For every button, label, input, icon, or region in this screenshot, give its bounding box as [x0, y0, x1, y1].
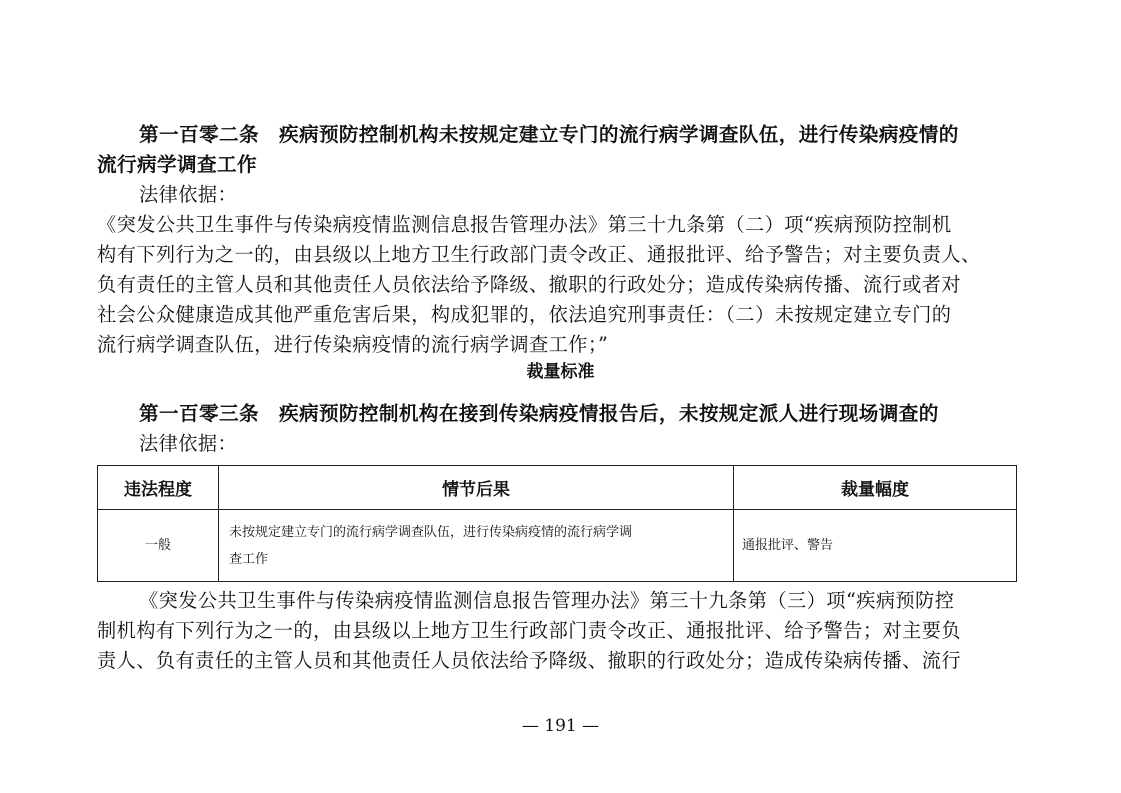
header-circumstance: 情节后果	[219, 466, 734, 510]
article-103-heading: 第一百零三条 疾病预防控制机构在接到传染病疫情报告后，未按规定派人进行现场调查的	[139, 402, 939, 425]
article-103-basis-line: 《突发公共卫生事件与传染病疫情监测信息报告管理办法》第三十九条第（三）项“疾病预防控	[139, 589, 955, 612]
article-102-basis-line: 社会公众健康造成其他严重危害后果，构成犯罪的，依法追究刑事责任：（二）未按规定建立专门的	[97, 303, 952, 326]
article-102-basis-line: 《突发公共卫生事件与传染病疫情监测信息报告管理办法》第三十九条第（二）项“疾病预防控制机	[97, 213, 952, 236]
header-penalty-range: 裁量幅度	[734, 466, 1017, 510]
cell-degree: 一般	[98, 510, 219, 582]
article-102-basis-line: 构有下列行为之一的，由县级以上地方卫生行政部门责令改正、通报批评、给予警告；对主要负责人、	[97, 243, 981, 266]
article-103-basis-line: 制机构有下列行为之一的，由县级以上地方卫生行政部门责令改正、通报批评、给予警告；对主要负	[97, 619, 962, 642]
page-number: — 191 —	[521, 716, 600, 736]
cell-penalty: 通报批评、警告	[734, 510, 1017, 582]
table-row	[98, 510, 1017, 582]
sanction-standard-title: 裁量标准	[526, 362, 595, 382]
article-103-basis-label: 法律依据：	[139, 432, 238, 455]
article-102-heading-line1: 第一百零二条 疾病预防控制机构未按规定建立专门的流行病学调查队伍，进行传染病疫情的	[139, 123, 959, 146]
table-header-row	[98, 466, 1017, 510]
article-103-basis-line: 责人、负有责任的主管人员和其他责任人员依法给予降级、撤职的行政处分；造成传染病传播、流行	[97, 649, 962, 672]
header-violation-degree: 违法程度	[98, 466, 219, 510]
cell-circumstance	[219, 510, 734, 582]
article-102-basis-line: 负有责任的主管人员和其他责任人员依法给予降级、撤职的行政处分；造成传染病传播、流行或者对	[97, 273, 962, 296]
article-102-heading-line2: 流行病学调查工作	[97, 153, 257, 176]
cell-circumstance-line: 未按规定建立专门的流行病学调查队伍，进行传染病疫情的流行病学调	[229, 524, 633, 540]
sanction-table	[97, 465, 1017, 582]
article-102-basis-line: 流行病学调查队伍，进行传染病疫情的流行病学调查工作；”	[97, 333, 609, 356]
cell-circumstance-line: 查工作	[229, 551, 269, 567]
article-102-basis-label: 法律依据：	[139, 183, 238, 206]
